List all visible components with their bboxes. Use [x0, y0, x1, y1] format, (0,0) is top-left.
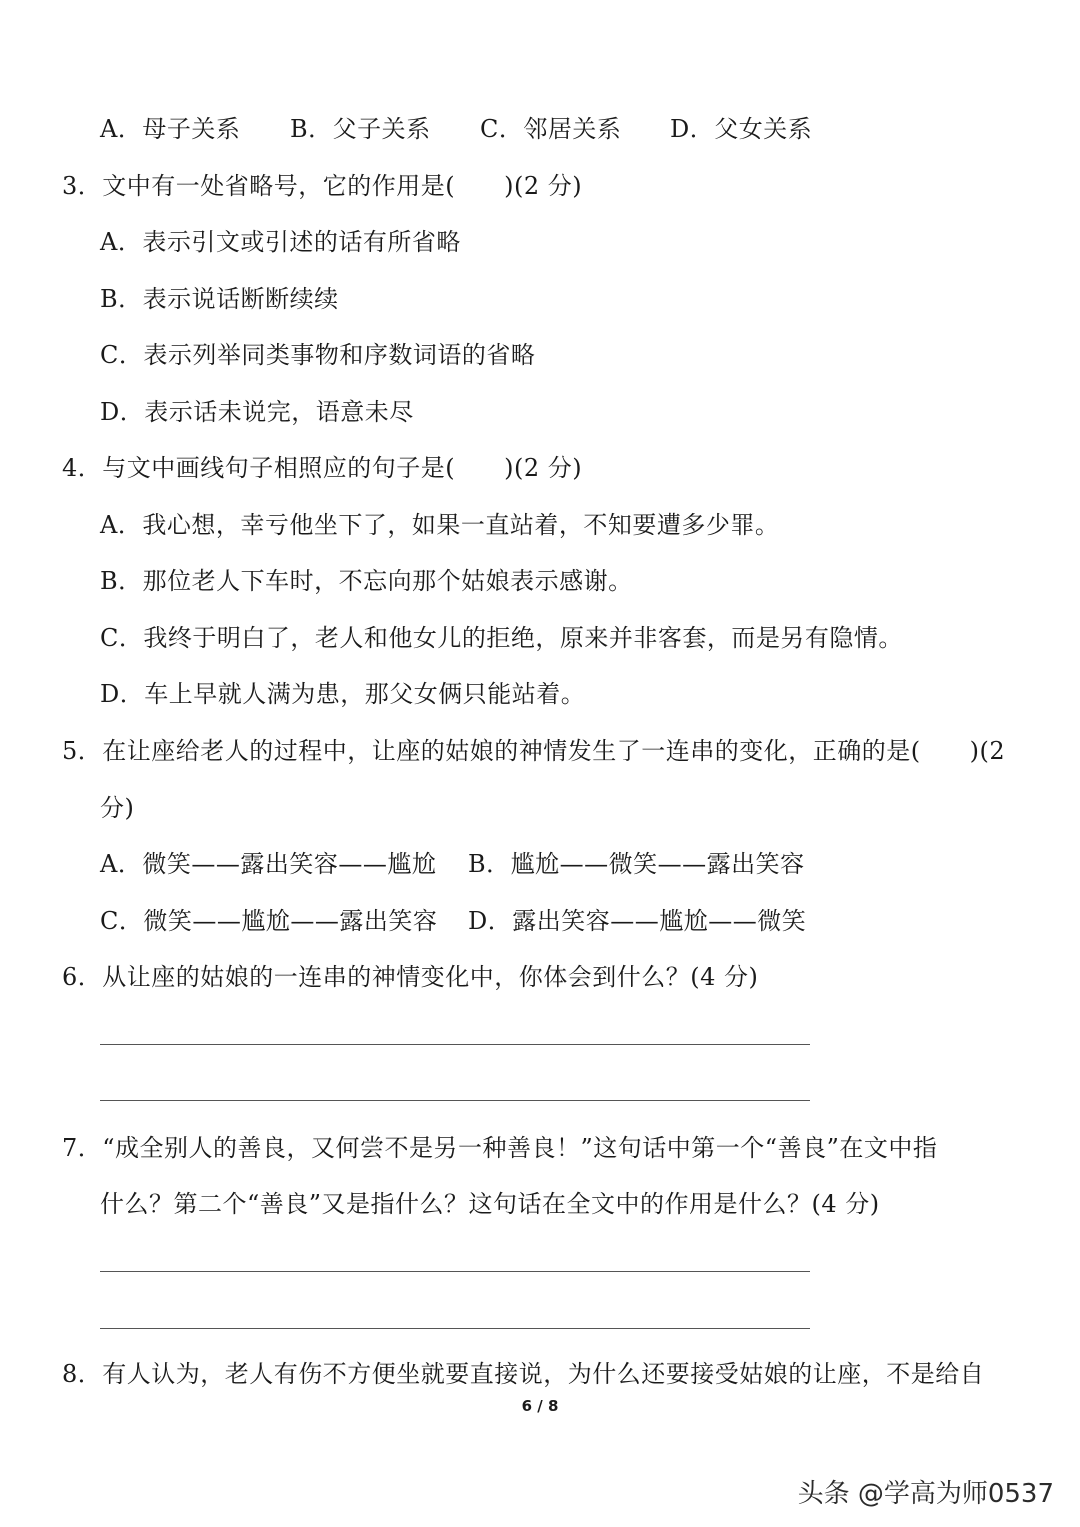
q3-option-c: C．表示列举同类事物和序数词语的省略 — [100, 341, 536, 369]
q8-stem-line1: 8．有人认为，老人有伤不方便坐就要直接说，为什么还要接受姑娘的让座，不是给自 — [62, 1360, 985, 1388]
q7-stem-line1: 7．“成全别人的善良，又何尝不是另一种善良！”这句话中第一个“善良”在文中指 — [62, 1134, 938, 1162]
watermark: 头条 @学高为师0537 — [797, 1479, 1054, 1509]
q5-option-b: B．尴尬——微笑——露出笑容 — [468, 850, 805, 878]
q4-option-c: C．我终于明白了，老人和他女儿的拒绝，原来并非客套，而是另有隐情。 — [100, 624, 903, 652]
q6-answer-line-1[interactable] — [100, 1044, 810, 1045]
q4-option-a: A．我心想，幸亏他坐下了，如果一直站着，不知要遭多少罪。 — [100, 511, 780, 539]
q5-stem-line2: 分) — [100, 794, 135, 822]
q2-option-d: D．父女关系 — [670, 115, 813, 143]
q2-option-c: C．邻居关系 — [480, 115, 622, 143]
q4-stem: 4．与文中画线句子相照应的句子是( )(2 分) — [62, 454, 583, 482]
q5-option-a: A．微笑——露出笑容——尴尬 — [100, 850, 437, 878]
q7-stem-line2: 什么？第二个“善良”又是指什么？这句话在全文中的作用是什么？(4 分) — [100, 1190, 880, 1218]
q3-option-a: A．表示引文或引述的话有所省略 — [100, 228, 461, 256]
q4-option-b: B．那位老人下车时，不忘向那个姑娘表示感谢。 — [100, 567, 633, 595]
q4-option-d: D．车上早就人满为患，那父女俩只能站着。 — [100, 680, 586, 708]
q7-answer-line-2[interactable] — [100, 1328, 810, 1329]
q3-option-d: D．表示话未说完，语意未尽 — [100, 398, 414, 426]
q3-option-b: B．表示说话断断续续 — [100, 285, 339, 313]
q3-stem: 3．文中有一处省略号，它的作用是( )(2 分) — [62, 172, 583, 200]
q5-stem-line1: 5．在让座给老人的过程中，让座的姑娘的神情发生了一连串的变化，正确的是( )(2 — [62, 737, 1006, 765]
q2-option-b: B．父子关系 — [290, 115, 431, 143]
q6-answer-line-2[interactable] — [100, 1100, 810, 1101]
page-number: 6 / 8 — [521, 1397, 559, 1415]
q5-option-d: D．露出笑容——尴尬——微笑 — [468, 907, 807, 935]
q5-option-c: C．微笑——尴尬——露出笑容 — [100, 907, 438, 935]
q6-stem: 6．从让座的姑娘的一连串的神情变化中，你体会到什么？(4 分) — [62, 963, 759, 991]
q2-option-a: A．母子关系 — [100, 115, 241, 143]
q7-answer-line-1[interactable] — [100, 1271, 810, 1272]
